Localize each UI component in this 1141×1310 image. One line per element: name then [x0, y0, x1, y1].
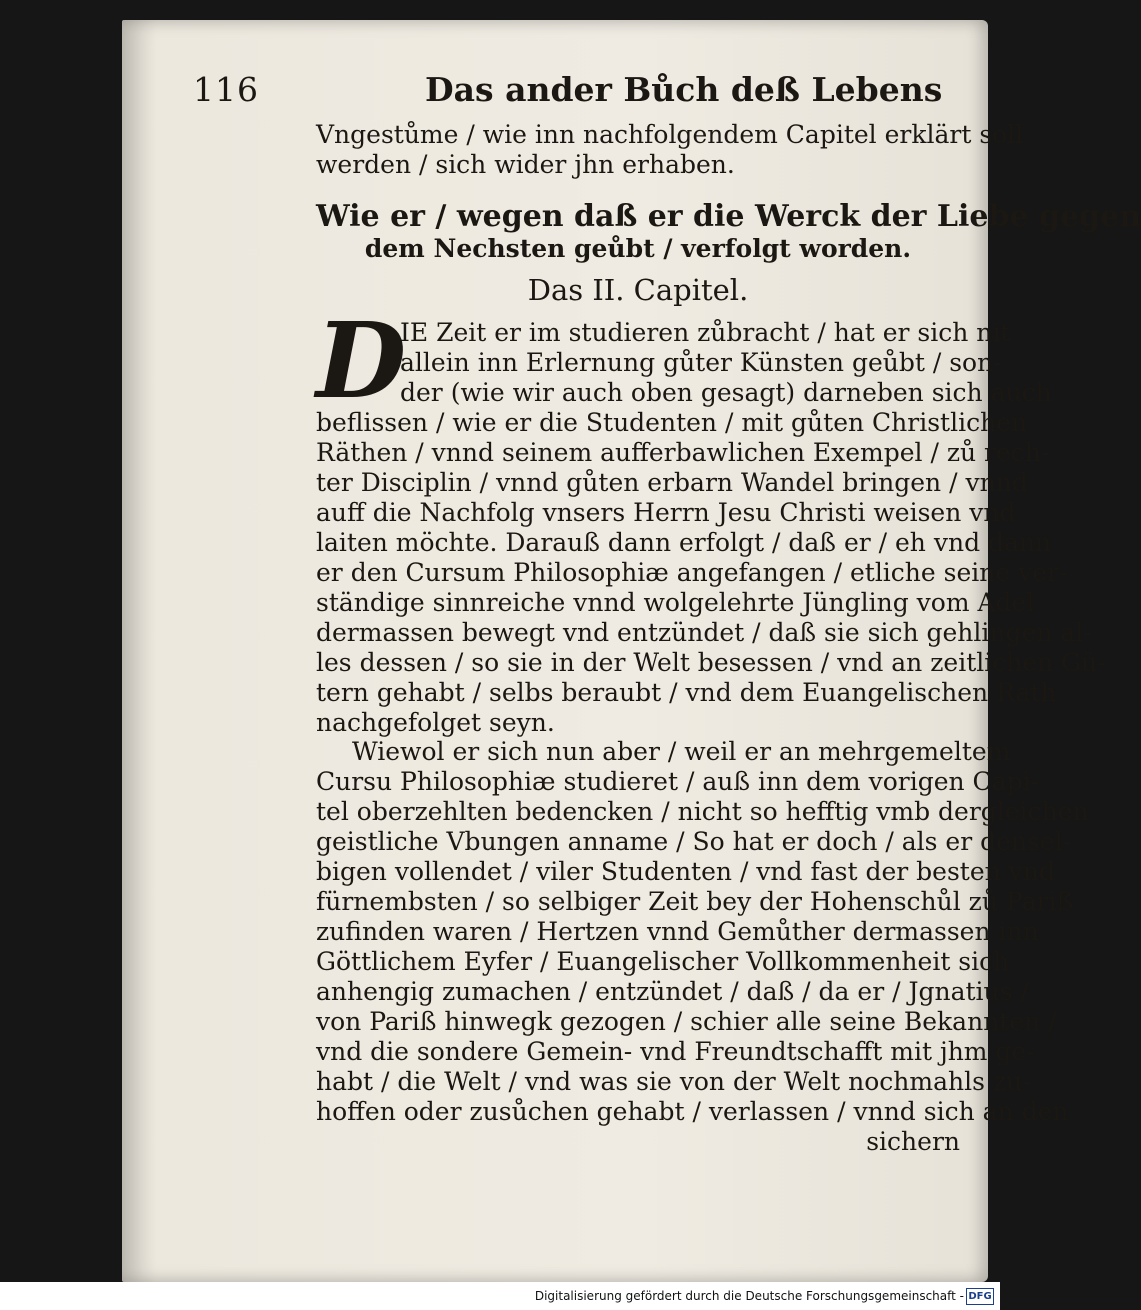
text-line: vnd die sondere Gemein- vnd Freundtschafft mit jhm ge-: [316, 1037, 1035, 1066]
dfg-logo-icon: DFG: [966, 1288, 994, 1305]
text-line: Cursu Philosophiæ studieret / auß inn dem vorigen Capi-: [316, 767, 1040, 796]
text-line: anhengig zumachen / entzündet / daß / da er / Jgnatius /: [316, 977, 1029, 1006]
text-line: bigen vollendet / viler Studenten / vnd fast der besten vnd: [316, 857, 1055, 886]
text-line: hoffen oder zusůchen gehabt / verlassen / vnnd sich an den: [316, 1097, 1069, 1126]
text-line: dermassen bewegt vnd entzündet / daß sie sich gehlingen al-: [316, 618, 1092, 647]
text-line: allein inn Erlernung gůter Künsten geůbt / son-: [400, 348, 1002, 377]
text-line: er den Cursum Philosophiæ angefangen / etliche seine ver-: [316, 558, 1068, 587]
text-line: von Pariß hinwegk gezogen / schier alle seine Bekannten /: [316, 1007, 1057, 1036]
text-line: Räthen / vnnd seinem aufferbawlichen Exempel / zů rech-: [316, 438, 1050, 467]
footer-credit: Digitalisierung gefördert durch die Deutsche Forschungsgemeinschaft -: [534, 1289, 964, 1303]
text-line: les dessen / so sie in der Welt besessen / vnd an zeitlichen Gü-: [316, 648, 1106, 677]
chapter-subheading: dem Nechsten geůbt / verfolgt worden.: [364, 234, 912, 263]
footer-bar: [0, 1282, 1000, 1310]
text-line: IE Zeit er im studieren zůbracht / hat er sich nit: [400, 318, 1011, 347]
text-line: fürnembsten / so selbiger Zeit bey der Hohenschůl zů Pariß: [316, 887, 1074, 916]
text-line: Göttlichem Eyfer / Euangelischer Vollkommenheit sich: [316, 947, 1010, 976]
text-line: Wiewol er sich nun aber / weil er an mehrgemeltem: [352, 737, 1011, 766]
text-line: habt / die Welt / vnd was sie von der Welt nochmahls zu-: [316, 1067, 1031, 1096]
page-number: 116: [193, 70, 259, 109]
text-line: nachgefolget seyn.: [316, 708, 555, 737]
catchword: sichern: [866, 1127, 960, 1156]
text-line: geistliche Vbungen anname / So hat er doch / als er densel-: [316, 827, 1072, 856]
text-line: laiten möchte. Darauß dann erfolgt / daß er / eh vnd dann: [316, 528, 1052, 557]
text-line: tel oberzehlten bedencken / nicht so hefftig vmb dergleichen: [316, 797, 1089, 826]
text-line: ter Disciplin / vnnd gůten erbarn Wandel bringen / vnnd: [316, 468, 1028, 497]
chapter-heading: Wie er / wegen daß er die Werck der Liebe gegen: [316, 199, 1141, 234]
text-line: zufinden waren / Hertzen vnnd Gemůther dermassen inn: [316, 917, 1039, 946]
text-line: tern gehabt / selbs beraubt / vnd dem Euangelischen Rath: [316, 678, 1057, 707]
chapter-number: Das II. Capitel.: [527, 273, 749, 307]
running-head: Das ander Bůch deß Lebens: [425, 70, 943, 109]
text-line: Vngestůme / wie inn nachfolgendem Capitel erklärt soll: [316, 120, 1024, 149]
text-line: beflissen / wie er die Studenten / mit gůten Christlichen: [316, 408, 1028, 437]
text-line: der (wie wir auch oben gesagt) darneben sich auch: [400, 378, 1052, 407]
text-line: ständige sinnreiche vnnd wolgelehrte Jüngling vom Adel: [316, 588, 1035, 617]
text-line: auff die Nachfolg vnsers Herrn Jesu Christi weisen vnd: [316, 498, 1016, 527]
drop-initial: D: [316, 299, 407, 422]
text-line: werden / sich wider jhn erhaben.: [316, 150, 735, 179]
